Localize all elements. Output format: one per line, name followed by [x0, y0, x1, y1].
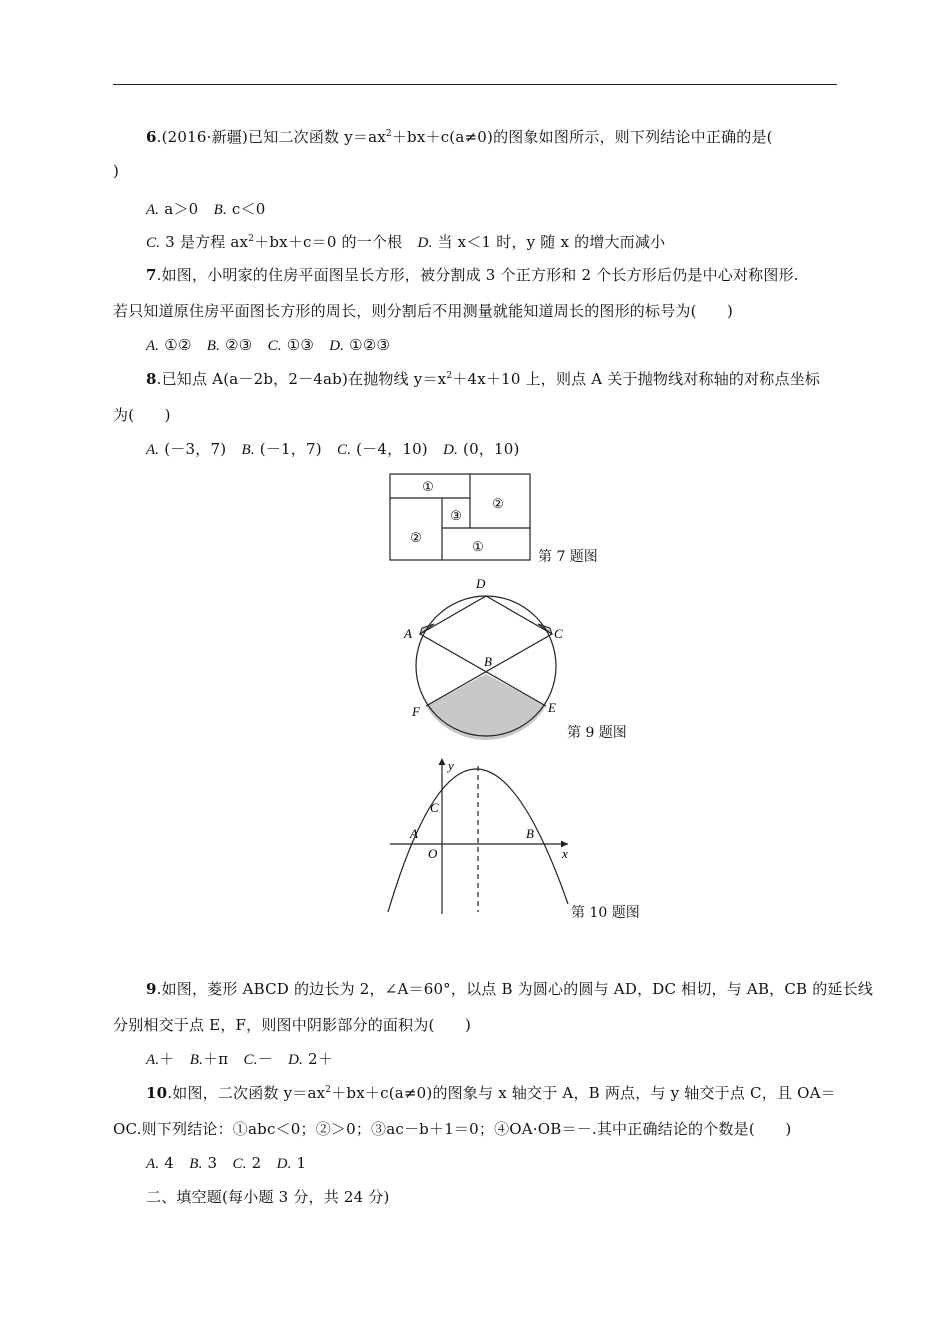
q8-optC-text: (－4，10) — [356, 440, 428, 458]
q6-optA-label: A. — [146, 202, 160, 218]
q8-text-a: .已知点 A(a－2b，2－4ab)在抛物线 y＝x — [156, 370, 447, 388]
q10-optD-label: D. — [276, 1156, 292, 1172]
q10-optA-label: A. — [146, 1156, 160, 1172]
fig7-label-left2: ② — [410, 530, 422, 545]
fig10-label-c: C — [430, 800, 439, 815]
q8-options — [146, 438, 520, 461]
q10-text-a: .如图，二次函数 y＝ax — [167, 1084, 326, 1102]
q9-options — [146, 1048, 333, 1071]
fig9-shaded-sector — [426, 674, 546, 740]
fig10-caption: 第 10 题图 — [571, 905, 640, 921]
q10-optD-text: 1 — [296, 1154, 307, 1172]
fig7-caption: 第 7 题图 — [538, 549, 598, 565]
q6-text-b: ＋bx＋c(a≠0)的图象如图所示，则下列结论中正确的是( — [391, 128, 773, 146]
q10-optB-text: 3 — [207, 1154, 218, 1172]
q9-optD-text: 2＋ — [308, 1050, 333, 1068]
q9-optB-text: ＋π — [203, 1050, 229, 1068]
q9-number: 9 — [146, 980, 157, 998]
fig7-label-right2: ② — [492, 496, 504, 511]
fig10-label-y: y — [448, 758, 454, 773]
q8-number: 8 — [146, 370, 157, 388]
q7-options — [146, 334, 390, 357]
fig9-caption: 第 9 题图 — [567, 725, 627, 741]
q6-sup: 2 — [385, 129, 392, 139]
q8-optD-label: D. — [443, 442, 459, 458]
fig9-label-a: A — [404, 626, 412, 641]
fig10-y-arrow — [439, 758, 446, 765]
q7-optD-label: D. — [329, 338, 345, 354]
fig10-label-b: B — [526, 826, 534, 841]
q7-line1 — [146, 264, 799, 286]
q6-optD-label: D. — [417, 235, 433, 251]
q8-line2: 为( ) — [113, 406, 171, 424]
q6-text-a: .(2016·新疆)已知二次函数 y＝ax — [156, 128, 386, 146]
fig9-label-b: B — [484, 654, 492, 669]
q7-optC-label: C. — [267, 338, 282, 354]
figure-7 — [380, 466, 540, 566]
q8-optC-label: C. — [337, 442, 352, 458]
q6-number: 6 — [146, 128, 157, 146]
q9-text-1: .如图，菱形 ABCD 的边长为 2，∠A＝60°，以点 B 为圆心的圆与 AD，DC 相切，与 AB，CB 的延长线 — [156, 980, 874, 998]
q8-optB-label: B. — [241, 442, 255, 458]
fig9-label-c: C — [554, 626, 563, 641]
q6-optC-text-a: 3 是方程 ax — [165, 233, 249, 251]
fig10-label-x: x — [562, 846, 568, 861]
figure-10 — [380, 752, 580, 922]
q8-optD-text: (0，10) — [463, 440, 520, 458]
q8-line1 — [146, 368, 820, 390]
q6-optC-label: C. — [146, 235, 161, 251]
q7-optA-text: ①② — [164, 336, 192, 354]
header-rule — [113, 84, 837, 85]
q9-line1 — [146, 978, 873, 1000]
q10-optC-label: C. — [232, 1156, 247, 1172]
q6-optB-text: c＜0 — [231, 200, 266, 218]
section-2-heading: 二、填空题(每小题 3 分，共 24 分) — [146, 1188, 390, 1206]
q10-text-b: ＋bx＋c(a≠0)的图象与 x 轴交于 A，B 两点，与 y 轴交于点 C，且 OA＝ — [331, 1084, 836, 1102]
q6-optB-label: B. — [213, 202, 227, 218]
fig7-label-top1: ① — [422, 479, 434, 494]
q6-optD-text: 当 x＜1 时，y 随 x 的增大而减小 — [437, 233, 666, 251]
fig9-label-d: D — [476, 576, 486, 591]
q9-optB-label: B. — [189, 1052, 204, 1068]
q10-sup: 2 — [325, 1085, 332, 1095]
q9-line2: 分别相交于点 E，F，则图中阴影部分的面积为( ) — [113, 1016, 472, 1034]
q8-optA-label: A. — [146, 442, 160, 458]
q6-optC-sup: 2 — [248, 234, 255, 244]
q7-number: 7 — [146, 266, 157, 284]
q9-optC-label: C. — [243, 1052, 258, 1068]
q7-optB-text: ②③ — [225, 336, 253, 354]
q9-optD-label: D. — [288, 1052, 304, 1068]
q6-optC-text-b: ＋bx＋c＝0 的一个根 — [254, 233, 403, 251]
q10-number: 10 — [146, 1084, 168, 1102]
q7-line2: 若只知道原住房平面图长方形的周长，则分割后不用测量就能知道周长的图形的标号为( ) — [113, 302, 734, 320]
fig9-segment-ad — [420, 596, 486, 634]
q10-line1 — [146, 1082, 836, 1104]
fig7-label-mid3: ③ — [450, 508, 462, 523]
q8-optB-text: (－1，7) — [259, 440, 322, 458]
q9-optC-text: － — [257, 1050, 273, 1068]
q7-optA-label: A. — [146, 338, 160, 354]
q8-optA-text: (－3，7) — [164, 440, 227, 458]
q6-options-ab — [146, 198, 265, 221]
q10-optB-label: B. — [189, 1156, 203, 1172]
fig9-label-f: F — [412, 704, 420, 719]
q10-optC-text: 2 — [251, 1154, 262, 1172]
figure-9 — [398, 574, 573, 744]
q8-text-b: ＋4x＋10 上，则点 A 关于抛物线对称轴的对称点坐标 — [452, 370, 821, 388]
q7-optB-label: B. — [206, 338, 221, 354]
q9-optA-label: A. — [146, 1052, 160, 1068]
q7-text-1: .如图，小明家的住房平面图呈长方形，被分割成 3 个正方形和 2 个长方形后仍是中心对称图形. — [156, 266, 799, 284]
q6-line2: ) — [113, 162, 120, 180]
q10-optA-text: 4 — [164, 1154, 175, 1172]
fig9-label-e: E — [548, 700, 556, 715]
q7-optD-text: ①②③ — [349, 336, 391, 354]
q8-sup: 2 — [446, 371, 453, 381]
q6-optA-text: a＞0 — [164, 200, 199, 218]
fig10-label-a: A — [410, 826, 418, 841]
q6-options-cd — [146, 231, 665, 254]
fig9-segment-dc — [486, 596, 552, 634]
q10-options — [146, 1152, 306, 1175]
fig10-label-o: O — [428, 846, 438, 861]
fig7-label-bottom1: ① — [472, 539, 484, 554]
q6-line1 — [146, 126, 773, 148]
q9-optA-text: ＋ — [159, 1050, 175, 1068]
q10-line2: OC.则下列结论：①abc＜0；②＞0；③ac－b＋1＝0；④OA·OB＝－.其中正确结论的个数是( ) — [113, 1120, 792, 1138]
q7-optC-text: ①③ — [286, 336, 315, 354]
